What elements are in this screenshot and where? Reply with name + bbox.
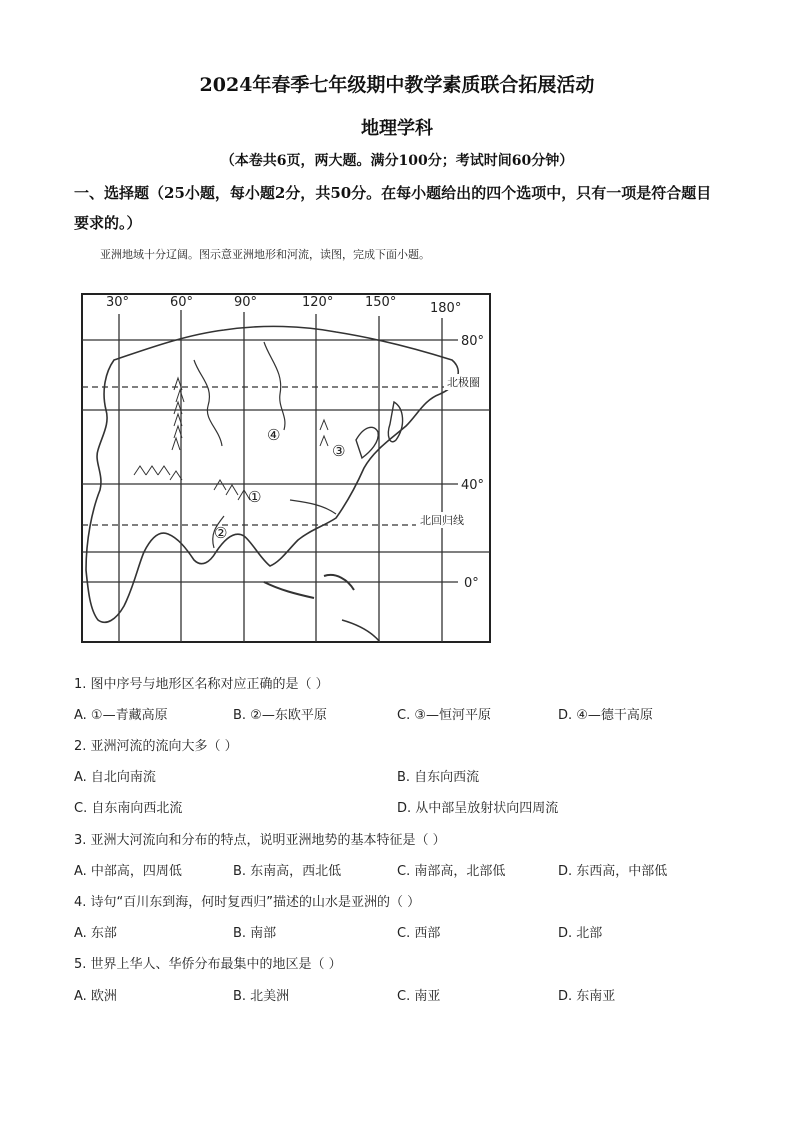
lat-label: 80° xyxy=(461,334,485,349)
option[interactable]: D. 东南亚 xyxy=(558,989,616,1004)
question-stem: 3. 亚洲大河流向和分布的特点，说明亚洲地势的基本特征是（ ） xyxy=(74,833,446,848)
lat-label: 40° xyxy=(461,478,485,493)
option[interactable]: A. ①—青藏高原 xyxy=(74,708,168,723)
subject-title: 地理学科 xyxy=(361,118,433,139)
question-stem: 2. 亚洲河流的流向大多（ ） xyxy=(74,739,238,754)
option[interactable]: A. 东部 xyxy=(74,926,117,941)
question-stem: 1. 图中序号与地形区名称对应正确的是（ ） xyxy=(74,677,329,692)
question-stem: 5. 世界上华人、华侨分布最集中的地区是（ ） xyxy=(74,957,342,972)
option[interactable]: D. 从中部呈放射状向四周流 xyxy=(397,801,559,816)
option[interactable]: D. 东西高，中部低 xyxy=(558,864,668,879)
question-stem: 4. 诗句“百川东到海，何时复西归”描述的山水是亚洲的（ ） xyxy=(74,895,421,910)
lon-label: 90° xyxy=(234,295,258,310)
marker-1: ① xyxy=(248,488,262,506)
exam-note: （本卷共6页，两大题。满分100分；考试时间60分钟） xyxy=(220,153,574,169)
lon-label: 120° xyxy=(302,295,334,310)
option[interactable]: B. 东南高，西北低 xyxy=(233,864,342,879)
lon-label: 150° xyxy=(365,295,397,310)
exam-title: 2024年春季七年级期中教学素质联合拓展活动 xyxy=(199,74,595,96)
option[interactable]: B. 北美洲 xyxy=(233,989,290,1004)
option[interactable]: A. 欧洲 xyxy=(74,989,117,1004)
option[interactable]: A. 自北向南流 xyxy=(74,770,156,785)
marker-4: ④ xyxy=(267,426,281,444)
option[interactable]: A. 中部高，四周低 xyxy=(74,864,182,879)
option[interactable]: C. ③—恒河平原 xyxy=(397,708,491,723)
question-intro: 亚洲地域十分辽阔。图示意亚洲地形和河流，读图，完成下面小题。 xyxy=(100,248,430,261)
option[interactable]: D. 北部 xyxy=(558,926,603,941)
marker-3: ③ xyxy=(332,442,346,460)
arctic-circle-label: 北极圈 xyxy=(447,376,480,389)
tropic-label: 北回归线 xyxy=(420,514,464,527)
lon-label: 60° xyxy=(170,295,194,310)
lat-label: 0° xyxy=(464,576,479,591)
asia-map xyxy=(74,290,494,646)
option[interactable]: C. 西部 xyxy=(397,926,441,941)
option[interactable]: D. ④—德干高原 xyxy=(558,708,653,723)
option[interactable]: B. 自东向西流 xyxy=(397,770,480,785)
option[interactable]: C. 南部高，北部低 xyxy=(397,864,506,879)
option[interactable]: C. 自东南向西北流 xyxy=(74,801,183,816)
option[interactable]: B. 南部 xyxy=(233,926,277,941)
option[interactable]: C. 南亚 xyxy=(397,989,441,1004)
option[interactable]: B. ②—东欧平原 xyxy=(233,708,327,723)
marker-2: ② xyxy=(214,524,228,542)
section-heading: 一、选择题（25小题，每小题2分，共50分。在每小题给出的四个选项中，只有一项是符合题目要求的。） xyxy=(74,184,712,232)
lon-label: 180° xyxy=(430,301,462,316)
lon-label: 30° xyxy=(106,295,130,310)
